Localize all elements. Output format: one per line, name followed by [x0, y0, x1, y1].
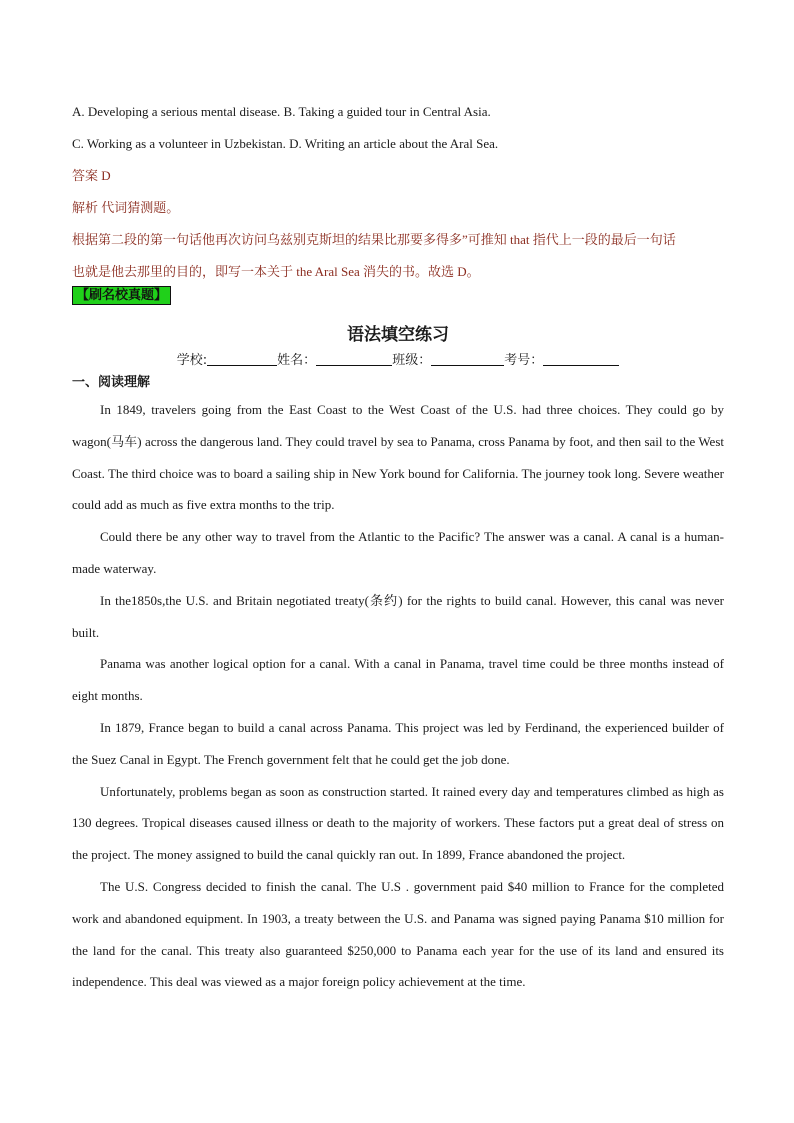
exam-blank	[543, 351, 619, 366]
exam-label: 考号：	[504, 353, 544, 368]
school-blank	[207, 351, 277, 366]
name-blank	[316, 351, 392, 366]
paragraph-7: The U.S. Congress decided to finish the canal. The U.S . government paid $40 million to France for the completed work and abandoned equipment. In 1903, a treaty between the U.S. and Panama was signed paying Panama $10 million for the land for the canal. This treaty also guaranteed $250,000 to Panama each year for the use of its land and ensured its independence. This deal was viewed as a major foreign policy achievement at the time.	[72, 878, 724, 990]
class-label: 班级：	[392, 353, 432, 368]
analysis-line-1: 根据第二段的第一句话他再次访问乌兹别克斯坦的结果比那要多得多”可推知 that 指代上一段的最后一句话	[72, 232, 676, 247]
section-heading: 一、阅读理解	[72, 375, 151, 390]
class-blank	[431, 351, 504, 366]
paragraph-4: Panama was another logical option for a canal. With a canal in Panama, travel time could be three months instead of eight months.	[72, 656, 724, 704]
tag-row	[72, 286, 724, 310]
analysis-line-2: 也就是他去那里的目的，即写一本关于 the Aral Sea 消失的书。故选 D。	[72, 264, 480, 279]
name-label: 姓名：	[277, 353, 317, 368]
passage	[72, 394, 724, 998]
paragraph-6: Unfortunately, problems began as soon as construction started. It rained every day and temperatures climbed as high as 130 degrees. Tropical diseases caused illness or death to the majority of workers. These factors put a great deal of stress on the project. The money assigned to build the canal quickly ran out. In 1899, France abandoned the project.	[72, 783, 724, 863]
page-title: 语法填空练习	[347, 325, 449, 345]
document-page	[72, 96, 724, 998]
school-label: 学校:	[176, 353, 208, 368]
paragraph-2: Could there be any other way to travel from the Atlantic to the Pacific? The answer was a canal. A canal is a human-made waterway.	[72, 529, 724, 576]
paragraph-1: In 1849, travelers going from the East Coast to the West Coast of the U.S. had three choices. They could go by wagon(马车) across the dangerous land. They could travel by sea to Panama, cross Panama by foot, and then sail to the West Coast. The third choice was to board a sailing ship in New York bound for California. The journey took long. Severe weather could add as much as five extra months to the trip.	[72, 402, 724, 513]
paragraph-5: In 1879, France began to build a canal across Panama. This project was led by Ferdinand, the experienced builder of the Suez Canal in Egypt. The French government felt that he could get the job done.	[72, 719, 724, 767]
analysis-label: 解析 代词猜测题。	[72, 200, 180, 215]
answer-line: 答案 D	[72, 168, 111, 183]
paragraph-3: In the1850s,the U.S. and Britain negotiated treaty(条约) for the rights to build canal. However, this canal was never built.	[72, 592, 724, 640]
section-tag: 【刷名校真题】	[72, 286, 171, 305]
options-line-2: C. Working as a volunteer in Uzbekistan. D. Writing an article about the Aral Sea.	[72, 136, 499, 151]
options-line-1: A. Developing a serious mental disease. B. Taking a guided tour in Central Asia.	[72, 104, 491, 119]
student-info-row	[72, 350, 724, 372]
